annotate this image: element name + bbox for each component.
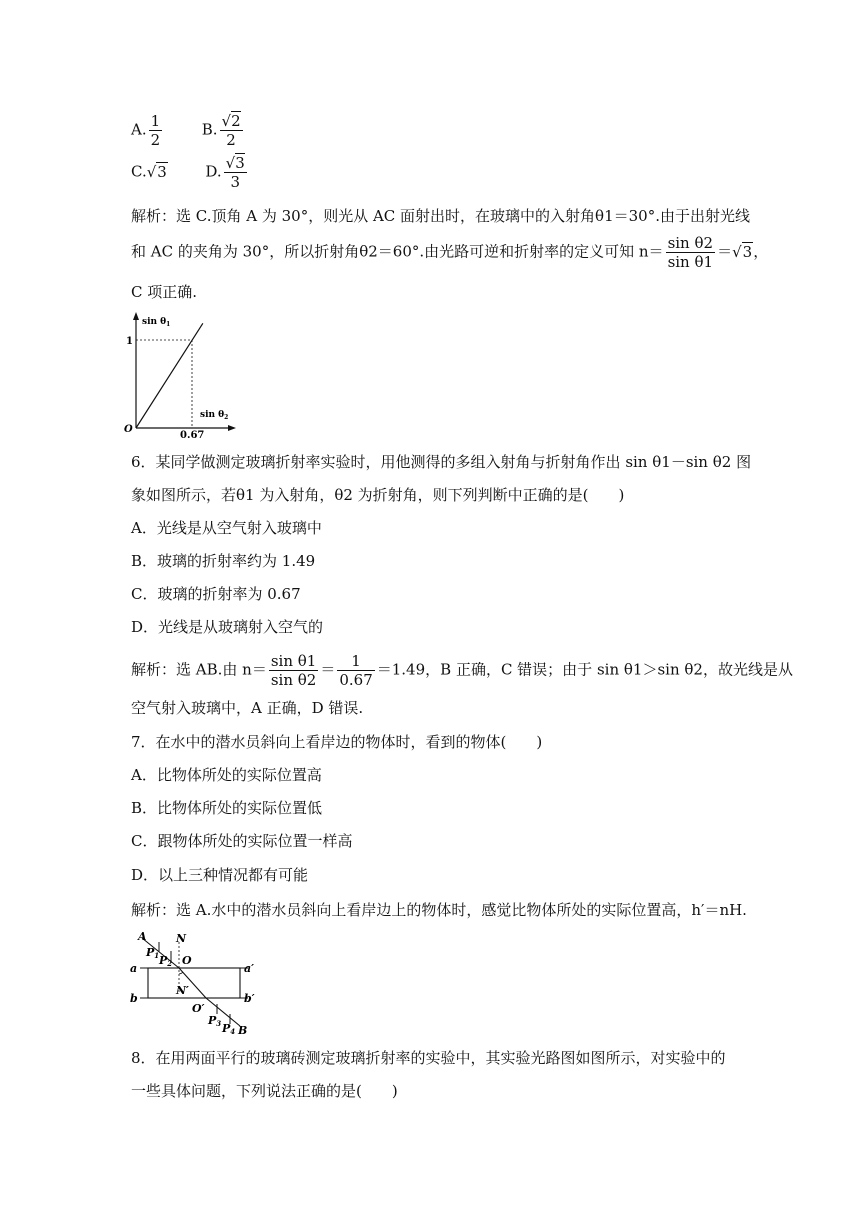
- label-a-point: A: [138, 930, 147, 943]
- fraction-sqrt2-over-2: $\frac{√2}{2}$: [221, 112, 241, 149]
- label-p1: P1: [146, 946, 160, 960]
- label-b-surface: b: [130, 992, 138, 1005]
- q6-option-a: A．光线是从空气射入玻璃中: [131, 519, 322, 537]
- q6-analysis-line2: 空气射入玻璃中，A 正确，D 错误.: [131, 699, 364, 717]
- sin-graph-figure: [120, 308, 240, 438]
- label-n-prime: N′: [176, 984, 189, 997]
- q7-option-d: D．以上三种情况都有可能: [131, 866, 309, 884]
- label-a-prime: a′: [244, 962, 255, 975]
- label-o: O: [182, 954, 192, 967]
- q6-option-b: B．玻璃的折射率约为 1.49: [131, 552, 316, 570]
- label-a-surface: a: [130, 962, 138, 975]
- q5-options-cd: C.√3 D. $\frac{√3}{3}$: [131, 154, 245, 191]
- q5-analysis-line1: 解析：选 C.顶角 A 为 30°，则光从 AC 面射出时，在玻璃中的入射角θ1＝30°.由于出射光线: [131, 207, 750, 225]
- label-p4: P4: [222, 1022, 236, 1036]
- q7-option-c: C．跟物体所处的实际位置一样高: [131, 832, 353, 850]
- q6-analysis-line1: 解析：选 AB.由 n＝ $\frac{\text{sin θ1}}{\text{sin θ2}}$ ＝ $\frac{1}{0.67}$ ＝1.49，B 正确，C 错误；由于 sin θ1＞sin θ2，故光线是从: [131, 652, 793, 689]
- q5-analysis-line3: C 项正确.: [131, 283, 198, 301]
- fraction-sin2-over-sin1: $\frac{\text{sin θ2}}{\text{sin θ1}}$: [667, 234, 714, 271]
- q6-stem-line2: 象如图所示，若θ1 为入射角，θ2 为折射角，则下列判断中正确的是( ): [131, 486, 625, 504]
- q7-option-a: A．比物体所处的实际位置高: [131, 766, 322, 784]
- label-o-prime: O′: [192, 1002, 205, 1015]
- q6-option-c: C．玻璃的折射率为 0.67: [131, 585, 301, 603]
- x-axis-arrow: [228, 425, 236, 431]
- q6-option-d: D．光线是从玻璃射入空气的: [131, 618, 324, 636]
- x-tick-067: 0.67: [180, 430, 205, 438]
- x-axis-label: $\sin \theta_2$: [200, 410, 229, 421]
- label-p3: P3: [208, 1014, 222, 1028]
- data-line: [136, 323, 203, 428]
- fraction-sin1-over-sin2: $\frac{\text{sin θ1}}{\text{sin θ2}}$: [270, 652, 317, 689]
- label-b-point: B: [238, 1024, 248, 1037]
- fraction-one-half: $\frac{1}{2}$: [150, 112, 161, 149]
- label-b-prime: b′: [244, 992, 255, 1005]
- q7-stem: 7．在水中的潜水员斜向上看岸边的物体时，看到的物体( ): [131, 733, 543, 751]
- q5-analysis-line2: 和 AC 的夹角为 30°，所以折射角θ2＝60°.由光路可逆和折射率的定义可知 n＝ $\frac{\text{sin θ2}}{\text{sin θ1}}$ ＝√3，: [131, 234, 769, 271]
- q7-option-b: B．比物体所处的实际位置低: [131, 799, 323, 817]
- label-p2: P2: [159, 954, 173, 968]
- glass-block: [148, 968, 240, 998]
- q7-analysis: 解析：选 A.水中的潜水员斜向上看岸边上的物体时，感觉比物体所处的实际位置高，h′＝nH.: [131, 901, 747, 919]
- glass-block-figure: [126, 928, 266, 1038]
- y-axis-arrow: [133, 312, 139, 320]
- y-axis-label: $\sin \theta_1$: [142, 317, 171, 328]
- label-n: N: [176, 932, 187, 945]
- fraction-1-over-067: $\frac{1}{0.67}$: [339, 652, 373, 689]
- q5-options-ab: A. $\frac{1}{2}$ B. $\frac{√2}{2}$: [131, 112, 241, 149]
- fraction-sqrt3-over-3: $\frac{√3}{3}$: [225, 154, 245, 191]
- q6-stem-line1: 6．某同学做测定玻璃折射率实验时，用他测得的多组入射角与折射角作出 sin θ1－sin θ2 图: [131, 453, 752, 471]
- q8-stem-line2: 一些具体问题，下列说法正确的是( ): [131, 1082, 398, 1100]
- origin-label: O: [124, 424, 133, 435]
- q8-stem-line1: 8．在用两面平行的玻璃砖测定玻璃折射率的实验中，其实验光路图如图所示，对实验中的: [131, 1049, 726, 1067]
- angle-arc: [179, 972, 183, 974]
- sqrt-3: √3: [146, 162, 167, 181]
- y-tick-1: 1: [126, 336, 133, 347]
